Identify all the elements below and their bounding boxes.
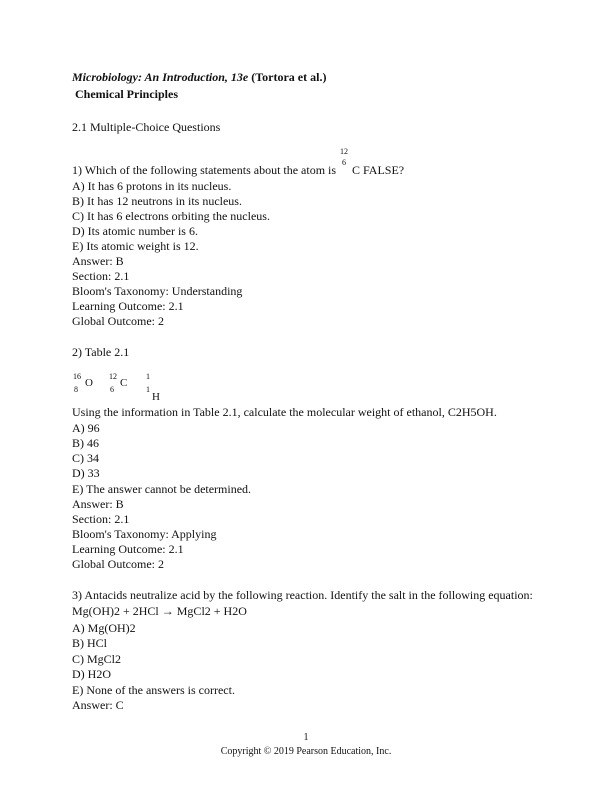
- q1-learning-outcome: Learning Outcome: 2.1: [72, 299, 184, 313]
- q2-o-symbol: O: [85, 377, 93, 389]
- q2-h-symbol: H: [152, 391, 160, 403]
- copyright-notice: Copyright © 2019 Pearson Education, Inc.: [220, 746, 392, 757]
- q1-isotope-number: 6: [342, 158, 346, 167]
- q1-option-d: D) Its atomic number is 6.: [72, 224, 198, 238]
- q3-stem: 3) Antacids neutralize acid by the following reaction. Identify the salt in the following equation:: [72, 588, 533, 602]
- q2-c-symbol: C: [120, 377, 128, 389]
- q2-global-outcome: Global Outcome: 2: [72, 557, 164, 571]
- q2-option-a: A) 96: [72, 421, 100, 435]
- q3-equation: Mg(OH)2 + 2HCl → MgCl2 + H2O: [72, 604, 247, 618]
- book-title: Microbiology: An Introduction, 13e: [72, 70, 249, 84]
- q2-option-b: B) 46: [72, 436, 99, 450]
- q1-bloom: Bloom's Taxonomy: Understanding: [72, 284, 243, 298]
- q2-stem: Using the information in Table 2.1, calculate the molecular weight of ethanol, C2H5OH.: [72, 405, 497, 419]
- chapter-title: Chemical Principles: [75, 87, 178, 101]
- q1-stem-start: 1) Which of the following statements about the atom is: [72, 163, 337, 177]
- q1-stem-end: C FALSE?: [352, 163, 405, 177]
- section-heading: 2.1 Multiple-Choice Questions: [72, 120, 221, 134]
- q1-section: Section: 2.1: [72, 269, 130, 283]
- book-authors: (Tortora et al.): [248, 70, 327, 84]
- q1-option-a: A) It has 6 protons in its nucleus.: [72, 179, 232, 193]
- q1-option-e: E) Its atomic weight is 12.: [72, 239, 199, 253]
- q3-option-a: A) Mg(OH)2: [72, 621, 136, 635]
- q1-option-c: C) It has 6 electrons orbiting the nucleus.: [72, 209, 270, 223]
- q2-answer: Answer: B: [72, 497, 124, 511]
- q2-h-number: 1: [146, 385, 150, 394]
- q3-option-e: E) None of the answers is correct.: [72, 683, 235, 697]
- q2-bloom: Bloom's Taxonomy: Applying: [72, 527, 217, 541]
- q1-option-b: B) It has 12 neutrons in its nucleus.: [72, 194, 242, 208]
- q1-isotope-mass: 12: [340, 147, 348, 156]
- q2-h-mass: 1: [146, 372, 150, 381]
- book-title-line: [72, 70, 326, 84]
- q2-label: 2) Table 2.1: [72, 345, 130, 359]
- q3-answer: Answer: C: [72, 698, 124, 712]
- q2-o-mass: 16: [73, 372, 81, 381]
- q3-option-d: D) H2O: [72, 667, 111, 681]
- q2-c-number: 6: [110, 385, 114, 394]
- q3-option-c: C) MgCl2: [72, 652, 122, 666]
- q2-option-e: E) The answer cannot be determined.: [72, 482, 252, 496]
- q3-option-b: B) HCl: [72, 636, 108, 650]
- q2-o-number: 8: [74, 385, 78, 394]
- page-number: 1: [303, 732, 309, 743]
- q1-global-outcome: Global Outcome: 2: [72, 314, 164, 328]
- q2-learning-outcome: Learning Outcome: 2.1: [72, 542, 184, 556]
- q2-section: Section: 2.1: [72, 512, 130, 526]
- q2-option-d: D) 33: [72, 466, 100, 480]
- q2-c-mass: 12: [109, 372, 117, 381]
- q2-option-c: C) 34: [72, 451, 99, 465]
- q1-answer: Answer: B: [72, 254, 124, 268]
